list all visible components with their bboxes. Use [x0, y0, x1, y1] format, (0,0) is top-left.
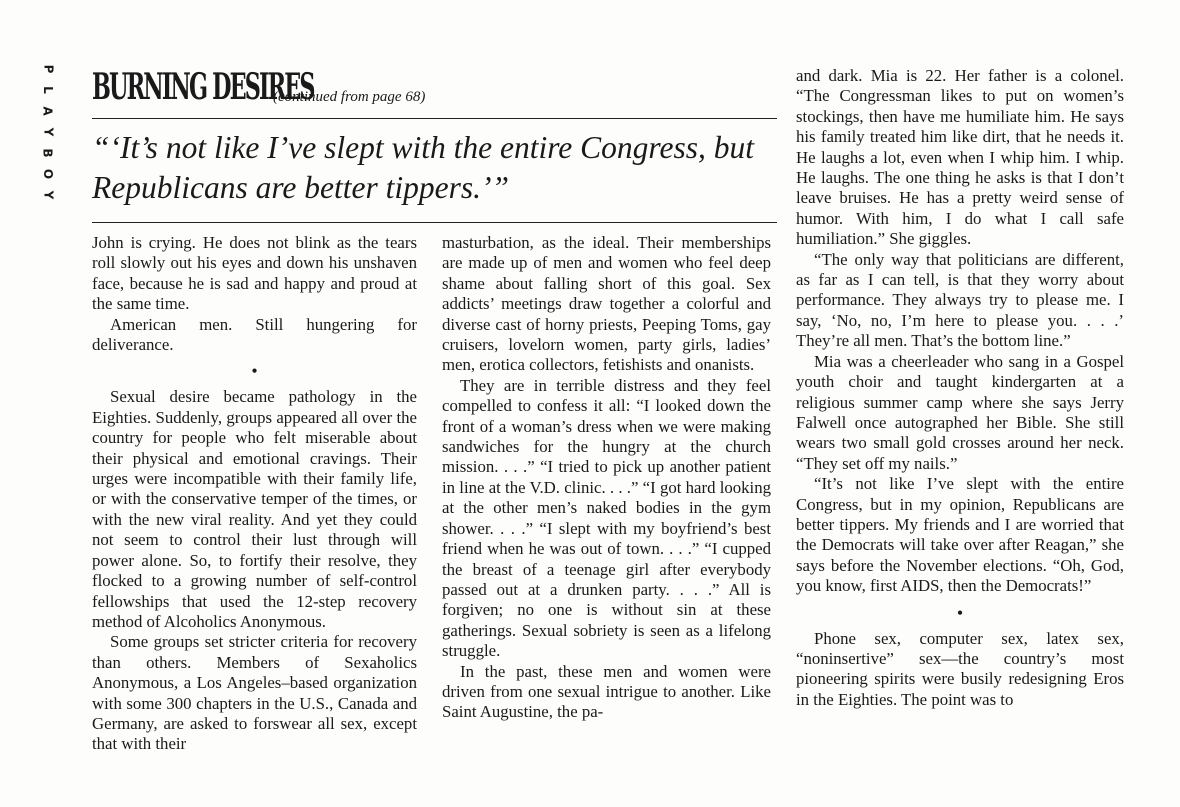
paragraph: masturbation, as the ideal. Their memberships are made up of men and women who feel deep shame about falling short of this goal. Sex addicts’ meetings draw together a colorful and diverse cast of horny priests, Peeping Toms, gay cruisers, lovelorn women, party girls, ladies’ men, erotica collectors, fetishists and onanists.	[442, 233, 771, 375]
paragraph: “The only way that politicians are different, as far as I can tell, is that they worry about performance. They always try to please me. I say, ‘No, no, I’m here to please you. . . .’ They’re all men. That’s the bottom line.”	[796, 249, 1124, 351]
section-break-bullet: •	[251, 361, 258, 382]
vertical-letter: P	[40, 64, 55, 74]
article-header	[92, 66, 777, 108]
paragraph: In the past, these men and women were driven from one sexual intrigue to another. Like Saint Augustine, the pa-	[442, 661, 771, 722]
article-column-1	[92, 233, 417, 755]
article-column-2	[442, 233, 771, 723]
paragraph: and dark. Mia is 22. Her father is a colonel. “The Congressman likes to put on women’s stockings, then have me humiliate him. He says his family treated him like dirt, that he needs it. He laughs a lot, even when I whip him. I whip. He laughs. The one thing he asks is that I don’t leave bruises. He has a pretty weird sense of humor. With him, I do what I call safe humiliation.” She giggles.	[796, 66, 1124, 249]
paragraph: “It’s not like I’ve slept with the entire Congress, but in my opinion, Republicans are better tippers. My friends and I are worried that the Democrats will take over after Reagan,” she says before the November elections. “Oh, God, you know, first AIDS, then the Democrats!”	[796, 474, 1124, 596]
magazine-vertical-name	[38, 62, 58, 202]
vertical-letter: L	[41, 86, 55, 94]
paragraph: Mia was a cheerleader who sang in a Gospel youth choir and taught kindergarten at a religious summer camp where she says Jerry Falwell once autographed her Bible. She still wears two small gold crosses around her neck. “They set off my nails.”	[796, 351, 1124, 473]
paragraph: They are in terrible distress and they feel compelled to confess it all: “I looked down the front of a woman’s dress when we were making sandwiches for the hungry at the church mission. . . .” “I tried to pick up another patient in line at the V.D. clinic. . . .” “I got hard looking at the other men’s naked bodies in the gym shower. . . .” “I slept with my boyfriend’s best friend when he was out of town. . . .” “I cupped the breast of a teenage girl after everybody passed out at a drunken party. . . .” All is forgiven; no one is without sin at these gatherings. Sexual sobriety is seen as a lifelong struggle.	[442, 375, 771, 661]
vertical-letter: A	[40, 106, 55, 116]
paragraph: Phone sex, computer sex, latex sex, “noninsertive” sex—the country’s most pioneering spirits were busily redesigning Eros in the Eighties. The point was to	[796, 628, 1124, 709]
paragraph: American men. Still hungering for deliverance.	[92, 314, 417, 355]
pull-quote-rule	[92, 222, 777, 223]
paragraph: John is crying. He does not blink as the tears roll slowly out his eyes and down his unshaven face, because he is sad and happy and proud at the same time.	[92, 233, 417, 314]
section-title: BURNING DESIRES	[92, 66, 314, 108]
vertical-letter: O	[40, 168, 55, 180]
vertical-letter: Y	[40, 190, 55, 200]
vertical-letter: Y	[40, 127, 55, 137]
vertical-letter: B	[41, 148, 55, 158]
paragraph: Some groups set stricter criteria for recovery than others. Members of Sexaholics Anonymous, a Los Angeles–based organization with some 300 chapters in the U.S., Canada and Germany, are asked to forswear all sex, except that with their	[92, 632, 417, 754]
section-break-bullet: •	[956, 602, 964, 623]
header-rule	[92, 118, 777, 119]
pull-quote: “‘It’s not like I’ve slept with the entire Congress, but Republicans are better tippers.’”	[92, 130, 754, 205]
continued-from-note: (continued from page 68)	[273, 89, 426, 105]
paragraph: Sexual desire became pathology in the Eighties. Suddenly, groups appeared all over the country for people who felt miserable about their physical and emotional cravings. Their urges were incompatible with their family life, or with the conservative temper of the times, or with the new viral reality. And yet they could not seem to control their lust through will power alone. So, to fortify their resolve, they flocked to a growing number of self-control fellowships that used the 12-step recovery method of Alcoholics Anonymous.	[92, 387, 417, 631]
article-column-3	[796, 66, 1124, 710]
